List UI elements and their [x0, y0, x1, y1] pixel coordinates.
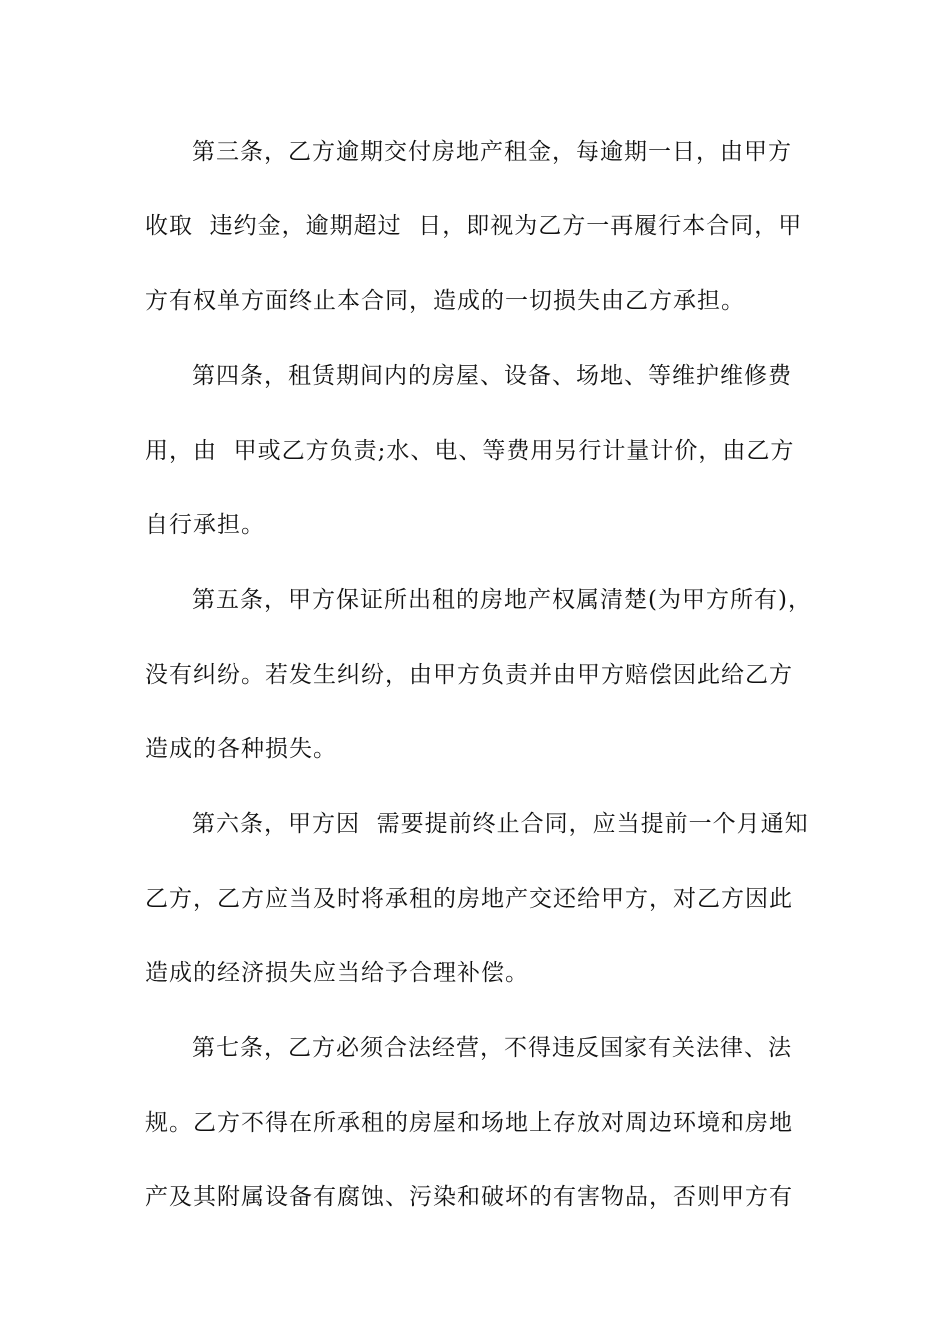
paragraph-article-5-line-2: 没有纠纷。若发生纠纷，由甲方负责并由甲方赔偿因此给乙方 [145, 662, 793, 688]
paragraph-article-3-line-2: 收取 违约金，逾期超过 日，即视为乙方一再履行本合同，甲 [145, 213, 803, 239]
paragraph-article-3-line-1: 第三条，乙方逾期交付房地产租金，每逾期一日，由甲方 [192, 139, 792, 165]
paragraph-article-7-line-1: 第七条，乙方必须合法经营，不得违反国家有关法律、法 [192, 1035, 792, 1061]
paragraph-article-4-line-1: 第四条，租赁期间内的房屋、设备、场地、等维护维修费 [192, 363, 792, 389]
paragraph-article-5-line-1: 第五条，甲方保证所出租的房地产权属清楚(为甲方所有)， [192, 587, 812, 613]
paragraph-article-7-line-2: 规。乙方不得在所承租的房屋和场地上存放对周边环境和房地 [145, 1110, 793, 1136]
paragraph-article-7-line-3: 产及其附属设备有腐蚀、污染和破坏的有害物品，否则甲方有 [145, 1184, 793, 1210]
paragraph-article-4-line-3: 自行承担。 [145, 512, 265, 538]
paragraph-article-3-line-3: 方有权单方面终止本合同，造成的一切损失由乙方承担。 [145, 288, 745, 314]
paragraph-article-6-line-1: 第六条，甲方因 需要提前终止合同，应当提前一个月通知 [192, 811, 809, 837]
paragraph-article-6-line-3: 造成的经济损失应当给予合理补偿。 [145, 960, 529, 986]
paragraph-article-6-line-2: 乙方，乙方应当及时将承租的房地产交还给甲方，对乙方因此 [145, 886, 793, 912]
paragraph-article-4-line-2: 用，由 甲或乙方负责;水、电、等费用另行计量计价，由乙方 [145, 438, 795, 464]
paragraph-article-5-line-3: 造成的各种损失。 [145, 736, 337, 762]
